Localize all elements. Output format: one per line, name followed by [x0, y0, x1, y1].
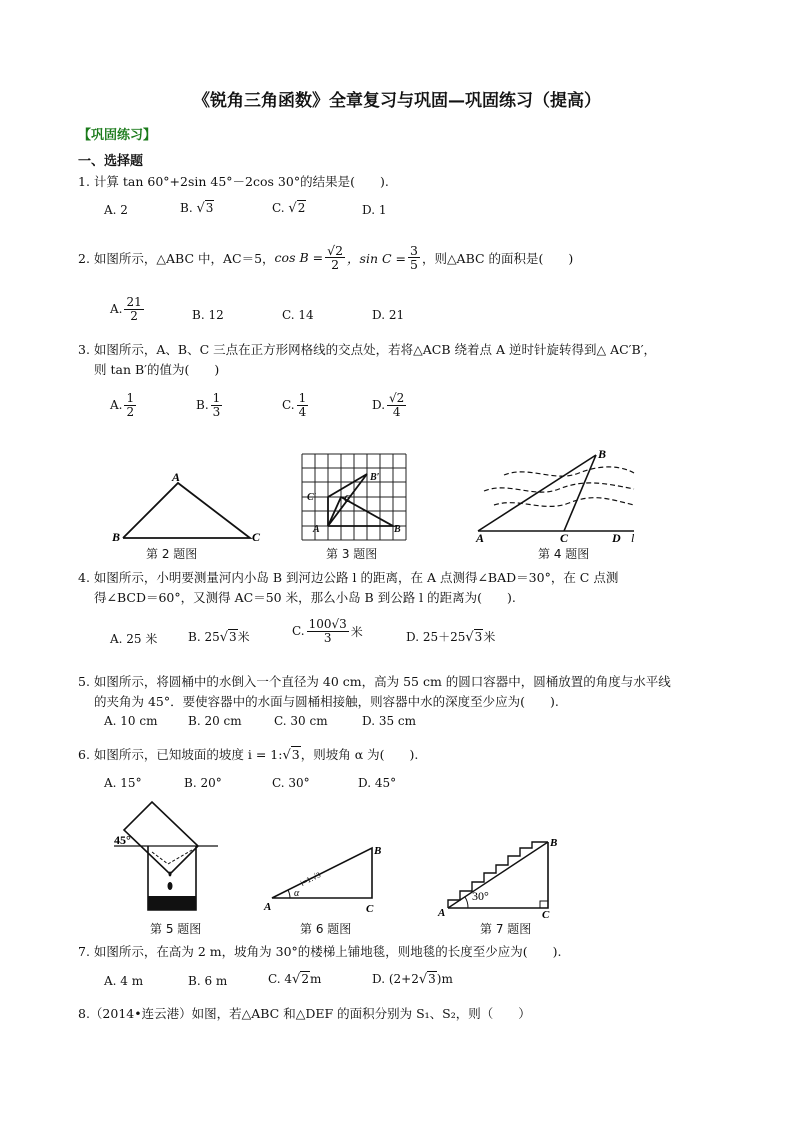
slope-label: i=1:√3: [298, 870, 323, 888]
q2-option-c: C. 14: [282, 308, 314, 322]
label-alpha: α: [294, 888, 300, 899]
figure-3: [300, 452, 412, 542]
figure-7: [436, 832, 566, 918]
segment-cb: [564, 455, 596, 531]
figure-6: [262, 838, 392, 918]
figure-2: [108, 465, 268, 545]
q3-option-c: C. $\frac{1}{4}$: [282, 391, 307, 419]
question-5-line1: 5. 如图所示，将圆桶中的水倒入一个直径为 40 cm，高为 55 cm 的圆口容器中，圆桶放置的角度与水平线: [78, 674, 671, 689]
q7-option-a: A. 4 m: [104, 974, 144, 988]
q7-option-b: B. 6 m: [188, 974, 228, 988]
q4-option-b: B. 25√3米: [188, 630, 250, 645]
q4-option-c: C. $\frac{100√3}{3}$ 米: [292, 617, 363, 645]
question-3-line1: 3. 如图所示，A、B、C 三点在正方形网格线的交点处，若将△ACB 绕着点 A 逆时针旋转得到△ AC′B′，: [78, 342, 657, 357]
question-1-stem: 1. 计算 tan 60°+2sin 45°－2cos 30°的结果是( ).: [78, 174, 389, 189]
q5-option-b: B. 20 cm: [188, 714, 242, 728]
angle-label-30: 30°: [472, 889, 489, 903]
q6-option-b: B. 20°: [184, 776, 222, 790]
water-drop: [168, 882, 173, 890]
slope-triangle: [272, 848, 372, 898]
q2-option-d: D. 21: [372, 308, 405, 322]
label-b: B: [374, 845, 382, 857]
question-2-stem: 2. 如图所示，△ABC 中，AC＝5， cos B = $\frac{√2}{2}$ ，sin C = $\frac{3}{5}$ ，则△ABC 的面积是( ): [78, 243, 574, 273]
page-title: 《锐角三角函数》全章复习与巩固—巩固练习（提高）: [193, 91, 601, 111]
label-b-prime: B′: [370, 472, 380, 483]
label-b: B: [394, 524, 401, 535]
label-c: C: [344, 494, 351, 505]
q2-option-a: A. $\frac{21}{2}$: [110, 295, 142, 323]
section-heading: 一、选择题: [78, 154, 144, 169]
question-8-stem: 8.（2014•连云港）如图，若△ABC 和△DEF 的面积分别为 S₁、S₂，则（ ）: [78, 1006, 531, 1021]
q1-option-b: B. √3: [180, 201, 214, 216]
q3-option-d: D. $\frac{√2}{4}$: [372, 391, 405, 419]
q2-option-b: B. 12: [192, 308, 224, 322]
tilted-bucket: [124, 802, 198, 874]
label-a: A: [476, 531, 485, 543]
question-6-stem: 6. 如图所示，已知坡面的坡度 i = 1:√3，则坡角 α 为( ).: [78, 747, 419, 763]
q7-option-c: C. 4√2m: [268, 972, 322, 987]
caption-fig5: 第 5 题图: [150, 922, 202, 936]
label-l: l: [631, 531, 635, 543]
q5-option-d: D. 35 cm: [362, 714, 417, 728]
caption-fig6: 第 6 题图: [300, 922, 352, 936]
right-angle-mark: [540, 901, 548, 908]
label-c-prime: C′: [307, 492, 317, 503]
q4-option-a: A. 25 米: [110, 632, 158, 646]
river-waves: [484, 467, 634, 506]
q4-option-d: D. 25＋25√3米: [406, 630, 496, 645]
triangle-abc: [123, 483, 250, 538]
question-4-line2: 得∠BCD＝60°，又测得 AC＝50 米，那么小岛 B 到公路 l 的距离为( ).: [94, 590, 516, 605]
q5-option-c: C. 30 cm: [274, 714, 328, 728]
figure-5: [112, 800, 224, 916]
caption-fig7: 第 7 题图: [480, 922, 532, 936]
q6-option-a: A. 15°: [104, 776, 142, 790]
segment-ab: [478, 455, 596, 531]
q1-option-c: C. √2: [272, 201, 306, 216]
caption-fig2: 第 2 题图: [146, 547, 198, 561]
q7-option-d: D. (2+2√3)m: [372, 972, 453, 987]
water-fill: [148, 896, 196, 910]
angle-arc: [465, 897, 468, 908]
question-5-line2: 的夹角为 45°．要使容器中的水面与圆桶相接触，则容器中水的深度至少应为( ).: [94, 694, 559, 709]
q1-option-d: D. 1: [362, 203, 387, 217]
section-tag: 【巩固练习】: [78, 128, 157, 143]
hypotenuse: [448, 842, 548, 908]
figure-4: [474, 447, 644, 543]
q6-option-d: D. 45°: [358, 776, 397, 790]
label-c: C: [560, 531, 569, 543]
label-c: C: [542, 909, 550, 918]
caption-fig3: 第 3 题图: [326, 547, 378, 561]
q3-option-a: A. $\frac{1}{2}$: [110, 391, 135, 419]
label-b: B: [598, 447, 607, 461]
q6-option-c: C. 30°: [272, 776, 310, 790]
label-a: A: [438, 907, 446, 918]
q5-option-a: A. 10 cm: [104, 714, 158, 728]
label-d: D: [612, 531, 621, 543]
label-b: B: [112, 530, 121, 544]
q3-option-b: B. $\frac{1}{3}$: [196, 391, 221, 419]
caption-fig4: 第 4 题图: [538, 547, 590, 561]
angle-arc: [288, 890, 290, 898]
label-a: A: [172, 470, 181, 484]
label-b: B: [550, 837, 558, 849]
question-3-line2: 则 tan B′的值为( ): [94, 362, 220, 377]
question-4-line1: 4. 如图所示，小明要测量河内小岛 B 到河边公路 l 的距离，在 A 点测得∠BAD＝30°，在 C 点测: [78, 570, 619, 585]
label-a: A: [264, 901, 272, 913]
q1-option-a: A. 2: [104, 203, 128, 217]
label-c: C: [252, 530, 261, 544]
label-c: C: [366, 903, 374, 915]
label-a: A: [313, 524, 320, 535]
question-7-stem: 7. 如图所示，在高为 2 m，坡角为 30°的楼梯上铺地毯，则地毯的长度至少应为( ).: [78, 944, 562, 959]
angle-label-45: 45°: [114, 833, 131, 847]
water-drop-small: [169, 872, 172, 877]
